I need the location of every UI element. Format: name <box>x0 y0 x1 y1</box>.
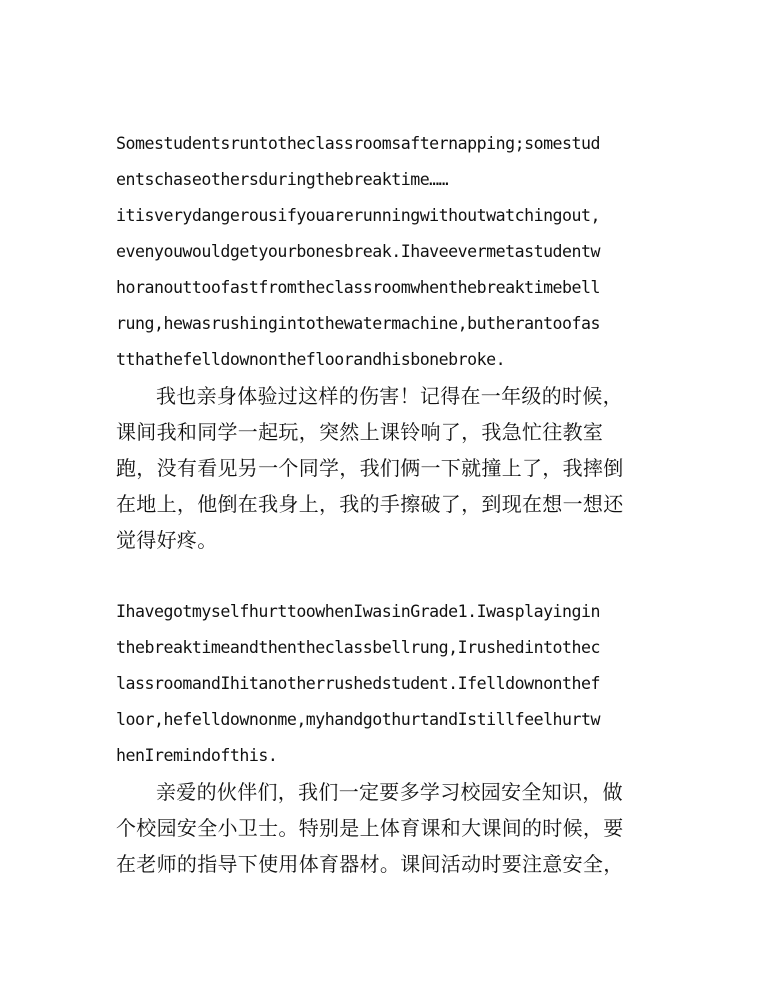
text-line: 我也亲身体验过这样的伤害！记得在一年级的时候， <box>156 384 623 408</box>
text-line: tthathefelldownonthefloorandhisbonebroke. <box>116 350 506 369</box>
text-line: loor,hefelldownonme,myhandgothurtandIstillfeelhurtw <box>116 710 601 729</box>
text-line: rung,hewasrushingintothewatermachine,butherantoofas <box>116 314 601 333</box>
text-line: entschaseothersduringthebreaktime…… <box>116 170 449 189</box>
chinese-paragraph-1 <box>116 378 650 558</box>
text-line: henIremindofthis. <box>116 746 278 765</box>
text-line: 课间我和同学一起玩，突然上课铃响了，我急忙往教室 <box>116 420 604 444</box>
text-line: 跑，没有看见另一个同学，我们俩一下就撞上了，我摔倒 <box>116 456 624 480</box>
text-line: 觉得好疼。 <box>116 528 218 552</box>
text-line: 在老师的指导下使用体育器材。课间活动时要注意安全， <box>116 852 624 876</box>
text-line: 个校园安全小卫士。特别是上体育课和大课间的时候，要 <box>116 816 624 840</box>
text-line: Somestudentsruntotheclassroomsafternapping;somestud <box>116 134 601 153</box>
text-line: 在地上，他倒在我身上，我的手擦破了，到现在想一想还 <box>116 492 624 516</box>
text-line: itisverydangerousifyouarerunningwithoutwatchingout, <box>116 206 601 225</box>
blank-line <box>116 558 650 594</box>
chinese-paragraph-2 <box>116 774 650 882</box>
text-line: thebreaktimeandthentheclassbellrung,Irushedintothec <box>116 638 601 657</box>
document-body <box>116 126 650 882</box>
english-paragraph-1 <box>116 126 650 378</box>
text-line: 亲爱的伙伴们，我们一定要多学习校园安全知识，做 <box>156 780 623 804</box>
english-paragraph-2 <box>116 594 650 774</box>
text-line: horanouttoofastfromtheclassroomwhenthebreaktimebell <box>116 278 601 297</box>
text-line: evenyouwouldgetyourbonesbreak.Ihaveevermetastudentw <box>116 242 601 261</box>
text-line: IhavegotmyselfhurttoowhenIwasinGrade1.Iwasplayingin <box>116 602 601 621</box>
text-line: lassroomandIhitanotherrushedstudent.Ifelldownonthef <box>116 674 601 693</box>
